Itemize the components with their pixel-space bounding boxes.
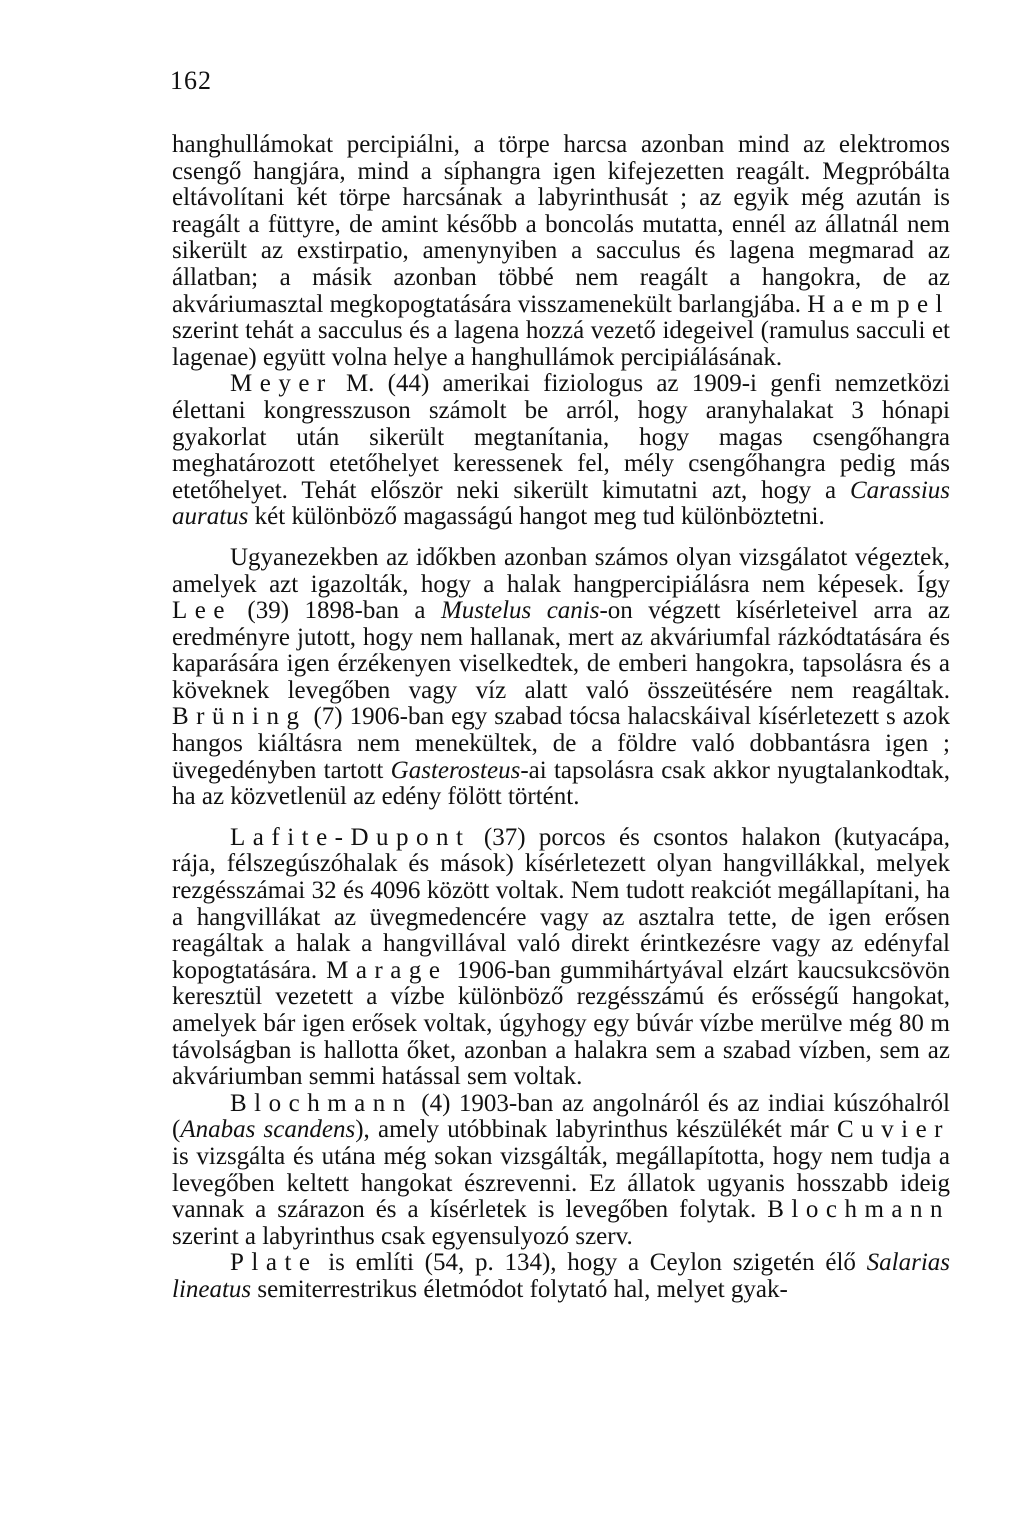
paragraph xyxy=(172,545,950,811)
text-run: -on végzett kísérleteivel arra az eredményre jutott, hogy nem hallanak, mert az akváriumfal rázkódtatására és kaparására igen érzékenyen viselkedtek, de emberi hangokra, tapsolásra és a köveknek levegőben vagy víz alatt való összeütésére nem reagáltak. xyxy=(172,597,950,704)
species-name: Mustelus canis xyxy=(440,597,600,625)
species-name: Anabas scandens xyxy=(180,1116,356,1144)
text-run: szerint a labyrinthus csak egyensulyozó szerv. xyxy=(172,1222,633,1250)
author-name: Blochmann xyxy=(767,1196,950,1224)
text-run: Ugyanezekben az időkben azonban számos olyan vizsgálatot végeztek, amelyek azt igazolták, hogy a halak hangpercipiálásra nem képesek. Így xyxy=(172,543,950,598)
species-name: Gasterosteus xyxy=(390,756,521,784)
author-name: Meyer xyxy=(230,370,333,398)
text-run: (37) porcos és csontos halakon (kutyacápa, rája, félszegúszóhalak és mások) kísérletezett olyan hangvillákkal, melyek rezgésszámai 32 és 4096 között voltak. Nem tudott reakciót megállapítani, ha a hangvillákat az üvegmedencére vagy az asztalra tette, de igen erősen reagáltak a halak a hangvillával való direkt érintkezésre vagy az edényfal kopogtatására. xyxy=(172,823,950,984)
text-run: semiterrestrikus életmódot folytató hal, melyet gyak- xyxy=(251,1275,788,1303)
paragraph xyxy=(172,1250,950,1303)
author-name: Haempel xyxy=(807,290,950,318)
text-run: 1906-ban gummihártyával elzárt kaucsukcsövön keresztül vezetett a vízbe különböző rezgésszámú és erősségű hangokat, amelyek bár igen erősek voltak, úgyhogy egy búvár vízbe merülve még 80 m távolságban is hallotta őket, azonban a halakra sem a szabad vízben, sem az akváriumban semmi hatással sem voltak. xyxy=(172,956,950,1091)
body-text xyxy=(172,132,950,1304)
species-name: Salarias lineatus xyxy=(172,1249,950,1303)
text-run: ), amely utóbbinak labyrinthus készülékét már xyxy=(355,1116,837,1144)
text-run: is vizsgálta és utána még sokan vizsgálták, megállapította, hogy nem tudja a levegőben keltett hangokat észrevenni. Ez állatok ugyanis hosszabb ideig vannak a szárazon és a kísérletek is levegőben folytak. xyxy=(172,1142,950,1224)
author-name: Brüning xyxy=(172,703,307,731)
paragraph xyxy=(172,132,950,371)
page-number: 162 xyxy=(170,66,212,95)
text-run: két különböző magasságú hangot meg tud különböztetni. xyxy=(248,503,825,531)
author-name: Lafite-Dupont xyxy=(230,823,471,851)
text-run: -ai tapsolásra csak akkor nyugtalankodtak, ha az közvetlenül az edény fölött történt. xyxy=(172,756,950,811)
text-run: hanghullámokat percipiálni, a törpe harcsa azonban mind az elektromos csengő hangjára, mind a síphangra igen kifejezetten reagált. Megpróbálta eltávolítani két törpe harcsának a labyrinthusát ; az egyik még azután is reagált a füttyre, de amint később a boncolás mutatta, ennél az állatnál nem sikerült az exstirpatio, amenynyiben a sacculus és lagena megmarad az állatban; a másik azonban többé nem reagált a hangokra, de az akváriumasztal megkopogtatására visszamenekült barlangjába. xyxy=(172,131,950,318)
author-name: Marage xyxy=(326,956,448,984)
species-name: Carassius auratus xyxy=(172,476,950,531)
author-name: Plate xyxy=(230,1249,318,1277)
text-run: (7) 1906-ban egy szabad tócsa halacskáival kísérletezett s azok hangos kiáltásra nem menekültek, de a földre való dobbantásra igen ; üvegedényben tartott xyxy=(172,703,950,784)
text-run: szerint tehát a sacculus és a lagena hozzá vezető idegeivel (ramulus sacculi et lagenae) együtt volna helye a hanghullámok percipiálásának. xyxy=(172,317,950,371)
author-name: Lee xyxy=(172,597,232,625)
text-run: (39) 1898-ban a xyxy=(231,597,441,625)
text-run: is említi (54, p. 134), hogy a Ceylon szigetén élő xyxy=(317,1249,867,1277)
paragraph xyxy=(172,1091,950,1251)
text-run: (4) 1903-ban az angolnáról és az indiai kúszóhalról ( xyxy=(172,1089,950,1144)
author-name: Cuvier xyxy=(836,1116,950,1144)
text-run: M. (44) amerikai fiziologus az 1909-i genfi nemzetközi élettani kongresszuson számolt be arról, hogy aranyhalakat 3 hónapi gyakorlat után sikerült megtanítania, hogy magas csengőhangra meghatározott etetőhelyet keressenek fel, mély csengőhangra pedig más etetőhelyet. Tehát először neki sikerült kimutatni azt, hogy a xyxy=(172,370,950,504)
paragraph xyxy=(172,825,950,1091)
author-name: Blochmann xyxy=(230,1089,413,1117)
paragraph xyxy=(172,371,950,531)
